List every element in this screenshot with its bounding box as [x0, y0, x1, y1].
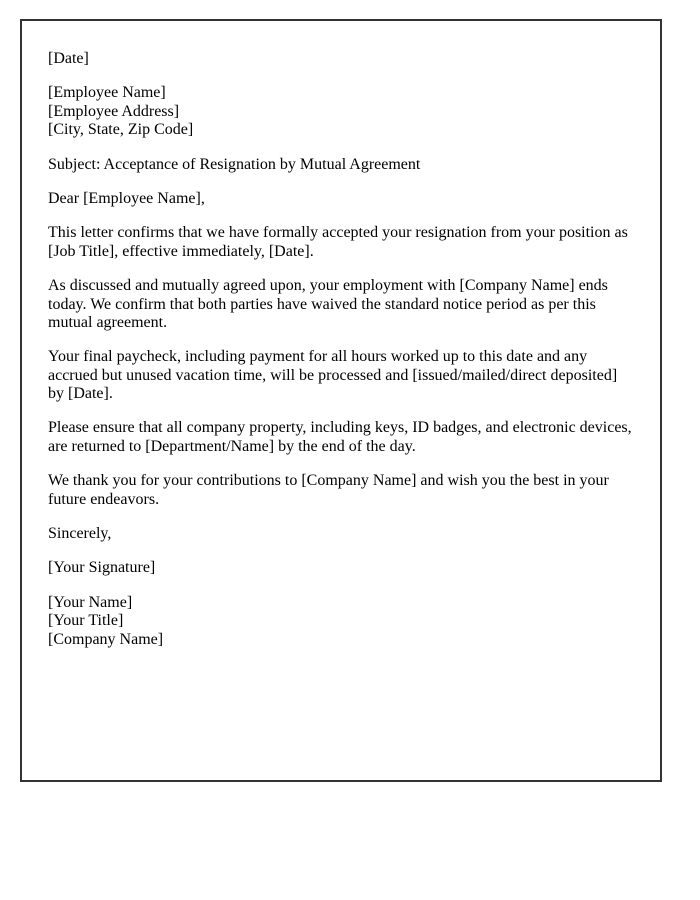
subject-line: Subject: Acceptance of Resignation by Mutual Agreement — [48, 155, 421, 173]
salutation: Dear [Employee Name], — [48, 189, 205, 207]
closing: Sincerely, — [48, 525, 112, 543]
body-paragraph-5: We thank you for your contributions to [Company Name] and wish you the best in your future endeavors. — [48, 472, 609, 508]
date-line: [Date] — [48, 50, 89, 67]
body-paragraph-1: This letter confirms that we have formally accepted your resignation from your position as [Job Title], effective immediately, [Date]. — [48, 224, 628, 260]
signature-placeholder: [Your Signature] — [48, 559, 156, 577]
signer-company: [Company Name] — [48, 630, 164, 648]
recipient-name: [Employee Name] — [48, 84, 166, 102]
body-paragraph-3: Your final paycheck, including payment for all hours worked up to this date and any accrued but unused vacation time, will be processed and [issued/mailed/direct deposited] by [Date]. — [48, 348, 618, 403]
signer-name: [Your Name] — [48, 593, 133, 611]
recipient-address: [Employee Address] — [48, 102, 180, 120]
signature-block — [48, 594, 634, 649]
signer-title: [Your Title] — [48, 612, 124, 630]
letter-page — [20, 19, 662, 782]
recipient-city-state-zip: [City, State, Zip Code] — [48, 121, 194, 139]
body-paragraph-2: As discussed and mutually agreed upon, your employment with [Company Name] ends today. We confirm that both parties have waived the standard notice period as per this mutual agreement. — [48, 277, 608, 331]
recipient-block — [48, 84, 634, 139]
body-paragraph-4: Please ensure that all company property, including keys, ID badges, and electronic devices, are returned to [Department/Name] by the end of the day. — [48, 419, 632, 455]
